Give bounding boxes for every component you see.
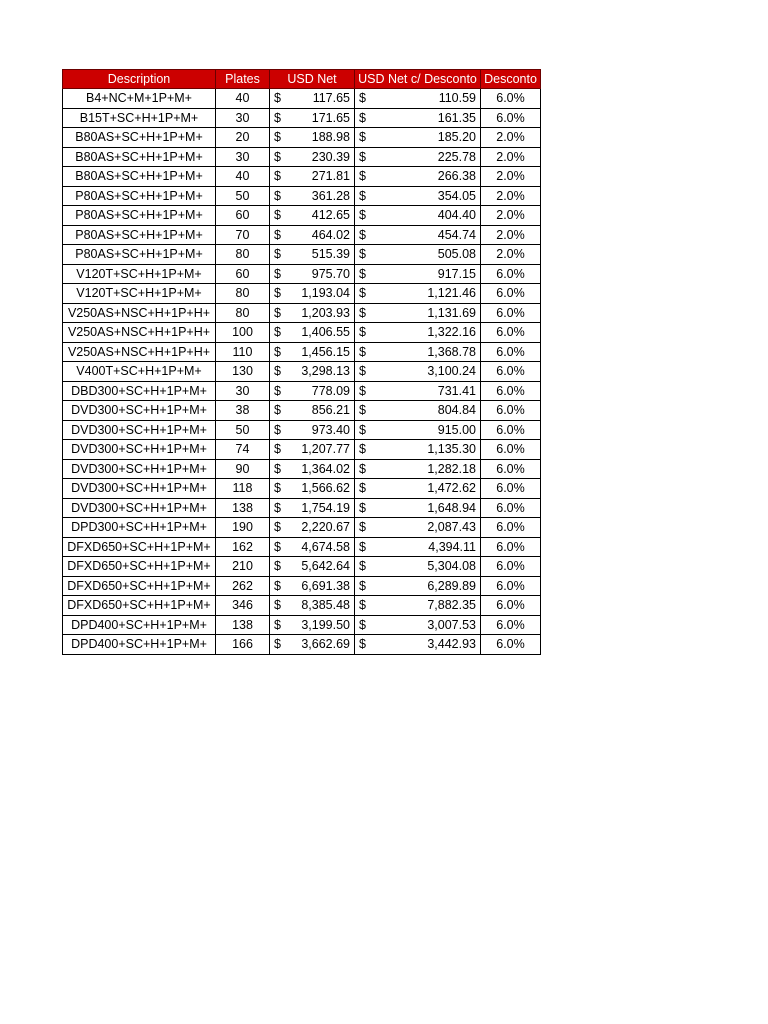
amount: 412.65 bbox=[311, 208, 350, 223]
cell-description: V120T+SC+H+1P+M+ bbox=[63, 264, 216, 284]
cell-description: DFXD650+SC+H+1P+M+ bbox=[63, 576, 216, 596]
cell-usd-net bbox=[270, 128, 355, 148]
cell-usd-net bbox=[270, 557, 355, 577]
cell-desconto: 2.0% bbox=[481, 225, 541, 245]
cell-usd-net bbox=[270, 342, 355, 362]
amount: 1,135.30 bbox=[427, 442, 476, 457]
cell-description: DPD400+SC+H+1P+M+ bbox=[63, 615, 216, 635]
currency-symbol: $ bbox=[274, 91, 281, 106]
currency-symbol: $ bbox=[359, 169, 366, 184]
table-body bbox=[63, 89, 541, 655]
amount: 3,442.93 bbox=[427, 637, 476, 652]
cell-usd-net-desconto bbox=[355, 557, 481, 577]
currency-symbol: $ bbox=[359, 422, 366, 437]
amount: 3,298.13 bbox=[301, 364, 350, 379]
currency-symbol: $ bbox=[359, 110, 366, 125]
cell-usd-net-desconto bbox=[355, 498, 481, 518]
table-row bbox=[63, 245, 541, 265]
cell-usd-net bbox=[270, 635, 355, 655]
amount: 1,364.02 bbox=[301, 461, 350, 476]
cell-usd-net-desconto bbox=[355, 147, 481, 167]
table-row bbox=[63, 128, 541, 148]
cell-description: B80AS+SC+H+1P+M+ bbox=[63, 128, 216, 148]
cell-usd-net-desconto bbox=[355, 303, 481, 323]
cell-usd-net bbox=[270, 440, 355, 460]
amount: 778.09 bbox=[311, 383, 350, 398]
currency-symbol: $ bbox=[359, 403, 366, 418]
cell-plates: 30 bbox=[216, 147, 270, 167]
currency-symbol: $ bbox=[274, 598, 281, 613]
cell-description: DPD400+SC+H+1P+M+ bbox=[63, 635, 216, 655]
cell-plates: 40 bbox=[216, 167, 270, 187]
cell-usd-net bbox=[270, 381, 355, 401]
currency-symbol: $ bbox=[274, 149, 281, 164]
cell-usd-net-desconto bbox=[355, 264, 481, 284]
cell-usd-net-desconto bbox=[355, 479, 481, 499]
cell-description: DFXD650+SC+H+1P+M+ bbox=[63, 557, 216, 577]
cell-usd-net-desconto bbox=[355, 615, 481, 635]
currency-symbol: $ bbox=[359, 364, 366, 379]
cell-desconto: 2.0% bbox=[481, 206, 541, 226]
cell-desconto: 6.0% bbox=[481, 479, 541, 499]
currency-symbol: $ bbox=[274, 539, 281, 554]
cell-usd-net-desconto bbox=[355, 440, 481, 460]
amount: 1,282.18 bbox=[427, 461, 476, 476]
cell-plates: 130 bbox=[216, 362, 270, 382]
amount: 5,642.64 bbox=[301, 559, 350, 574]
cell-plates: 80 bbox=[216, 245, 270, 265]
cell-desconto: 2.0% bbox=[481, 167, 541, 187]
amount: 361.28 bbox=[311, 188, 350, 203]
amount: 161.35 bbox=[437, 110, 476, 125]
cell-description: DVD300+SC+H+1P+M+ bbox=[63, 440, 216, 460]
amount: 1,131.69 bbox=[427, 305, 476, 320]
header-plates: Plates bbox=[216, 70, 270, 89]
currency-symbol: $ bbox=[359, 578, 366, 593]
currency-symbol: $ bbox=[274, 364, 281, 379]
amount: 973.40 bbox=[311, 422, 350, 437]
cell-usd-net-desconto bbox=[355, 108, 481, 128]
cell-usd-net-desconto bbox=[355, 186, 481, 206]
cell-usd-net bbox=[270, 206, 355, 226]
amount: 975.70 bbox=[311, 266, 350, 281]
table-row bbox=[63, 264, 541, 284]
cell-description: B15T+SC+H+1P+M+ bbox=[63, 108, 216, 128]
cell-usd-net-desconto bbox=[355, 323, 481, 343]
cell-usd-net-desconto bbox=[355, 362, 481, 382]
currency-symbol: $ bbox=[359, 208, 366, 223]
currency-symbol: $ bbox=[274, 188, 281, 203]
cell-usd-net bbox=[270, 420, 355, 440]
currency-symbol: $ bbox=[359, 481, 366, 496]
cell-plates: 90 bbox=[216, 459, 270, 479]
cell-desconto: 6.0% bbox=[481, 342, 541, 362]
cell-usd-net bbox=[270, 596, 355, 616]
table-row bbox=[63, 635, 541, 655]
amount: 1,121.46 bbox=[427, 286, 476, 301]
cell-description: DFXD650+SC+H+1P+M+ bbox=[63, 596, 216, 616]
cell-plates: 138 bbox=[216, 498, 270, 518]
price-table bbox=[62, 69, 541, 655]
cell-usd-net bbox=[270, 284, 355, 304]
cell-usd-net-desconto bbox=[355, 225, 481, 245]
table-row bbox=[63, 401, 541, 421]
amount: 1,193.04 bbox=[301, 286, 350, 301]
currency-symbol: $ bbox=[359, 188, 366, 203]
cell-description: P80AS+SC+H+1P+M+ bbox=[63, 225, 216, 245]
cell-plates: 30 bbox=[216, 381, 270, 401]
table-row bbox=[63, 479, 541, 499]
amount: 171.65 bbox=[311, 110, 350, 125]
currency-symbol: $ bbox=[274, 637, 281, 652]
amount: 1,322.16 bbox=[427, 325, 476, 340]
cell-usd-net-desconto bbox=[355, 576, 481, 596]
currency-symbol: $ bbox=[359, 539, 366, 554]
amount: 2,220.67 bbox=[301, 520, 350, 535]
cell-desconto: 6.0% bbox=[481, 264, 541, 284]
cell-usd-net bbox=[270, 537, 355, 557]
cell-usd-net bbox=[270, 108, 355, 128]
cell-usd-net-desconto bbox=[355, 206, 481, 226]
currency-symbol: $ bbox=[274, 422, 281, 437]
table-row bbox=[63, 108, 541, 128]
cell-description: DVD300+SC+H+1P+M+ bbox=[63, 498, 216, 518]
amount: 856.21 bbox=[311, 403, 350, 418]
amount: 266.38 bbox=[437, 169, 476, 184]
currency-symbol: $ bbox=[359, 247, 366, 262]
table-row bbox=[63, 362, 541, 382]
cell-plates: 60 bbox=[216, 206, 270, 226]
currency-symbol: $ bbox=[274, 344, 281, 359]
amount: 3,100.24 bbox=[427, 364, 476, 379]
cell-plates: 118 bbox=[216, 479, 270, 499]
amount: 6,289.89 bbox=[427, 578, 476, 593]
cell-usd-net-desconto bbox=[355, 89, 481, 109]
header-desconto: Desconto bbox=[481, 70, 541, 89]
cell-usd-net-desconto bbox=[355, 459, 481, 479]
amount: 1,203.93 bbox=[301, 305, 350, 320]
cell-desconto: 6.0% bbox=[481, 576, 541, 596]
cell-description: V250AS+NSC+H+1P+H+ bbox=[63, 323, 216, 343]
cell-desconto: 6.0% bbox=[481, 557, 541, 577]
amount: 3,007.53 bbox=[427, 617, 476, 632]
amount: 185.20 bbox=[437, 130, 476, 145]
amount: 1,368.78 bbox=[427, 344, 476, 359]
table-row bbox=[63, 576, 541, 596]
currency-symbol: $ bbox=[359, 130, 366, 145]
currency-symbol: $ bbox=[274, 481, 281, 496]
cell-plates: 50 bbox=[216, 420, 270, 440]
currency-symbol: $ bbox=[359, 266, 366, 281]
currency-symbol: $ bbox=[274, 403, 281, 418]
cell-plates: 166 bbox=[216, 635, 270, 655]
cell-desconto: 6.0% bbox=[481, 381, 541, 401]
amount: 1,406.55 bbox=[301, 325, 350, 340]
cell-plates: 110 bbox=[216, 342, 270, 362]
currency-symbol: $ bbox=[274, 559, 281, 574]
cell-desconto: 6.0% bbox=[481, 596, 541, 616]
cell-description: DVD300+SC+H+1P+M+ bbox=[63, 459, 216, 479]
cell-desconto: 6.0% bbox=[481, 518, 541, 538]
table-row bbox=[63, 459, 541, 479]
cell-usd-net-desconto bbox=[355, 342, 481, 362]
cell-desconto: 6.0% bbox=[481, 498, 541, 518]
currency-symbol: $ bbox=[359, 637, 366, 652]
table-row bbox=[63, 537, 541, 557]
currency-symbol: $ bbox=[274, 461, 281, 476]
currency-symbol: $ bbox=[359, 227, 366, 242]
currency-symbol: $ bbox=[274, 520, 281, 535]
currency-symbol: $ bbox=[274, 383, 281, 398]
amount: 505.08 bbox=[437, 247, 476, 262]
cell-description: V400T+SC+H+1P+M+ bbox=[63, 362, 216, 382]
amount: 4,394.11 bbox=[428, 539, 476, 554]
cell-usd-net bbox=[270, 498, 355, 518]
cell-usd-net-desconto bbox=[355, 401, 481, 421]
table-row bbox=[63, 342, 541, 362]
cell-usd-net-desconto bbox=[355, 167, 481, 187]
cell-usd-net-desconto bbox=[355, 128, 481, 148]
currency-symbol: $ bbox=[359, 559, 366, 574]
cell-plates: 262 bbox=[216, 576, 270, 596]
amount: 271.81 bbox=[311, 169, 350, 184]
cell-description: DVD300+SC+H+1P+M+ bbox=[63, 401, 216, 421]
cell-description: P80AS+SC+H+1P+M+ bbox=[63, 206, 216, 226]
currency-symbol: $ bbox=[274, 227, 281, 242]
cell-desconto: 6.0% bbox=[481, 89, 541, 109]
cell-description: DVD300+SC+H+1P+M+ bbox=[63, 420, 216, 440]
currency-symbol: $ bbox=[359, 500, 366, 515]
cell-plates: 38 bbox=[216, 401, 270, 421]
table-row bbox=[63, 167, 541, 187]
cell-usd-net bbox=[270, 186, 355, 206]
cell-desconto: 6.0% bbox=[481, 303, 541, 323]
cell-desconto: 6.0% bbox=[481, 401, 541, 421]
cell-plates: 20 bbox=[216, 128, 270, 148]
currency-symbol: $ bbox=[274, 208, 281, 223]
currency-symbol: $ bbox=[359, 383, 366, 398]
table-row bbox=[63, 596, 541, 616]
cell-description: DBD300+SC+H+1P+M+ bbox=[63, 381, 216, 401]
cell-desconto: 6.0% bbox=[481, 108, 541, 128]
cell-plates: 210 bbox=[216, 557, 270, 577]
header-row bbox=[63, 70, 541, 89]
currency-symbol: $ bbox=[274, 110, 281, 125]
amount: 3,199.50 bbox=[301, 617, 350, 632]
table-row bbox=[63, 498, 541, 518]
cell-usd-net bbox=[270, 245, 355, 265]
cell-plates: 40 bbox=[216, 89, 270, 109]
cell-plates: 30 bbox=[216, 108, 270, 128]
cell-usd-net-desconto bbox=[355, 518, 481, 538]
currency-symbol: $ bbox=[359, 598, 366, 613]
currency-symbol: $ bbox=[274, 169, 281, 184]
cell-plates: 74 bbox=[216, 440, 270, 460]
amount: 5,304.08 bbox=[427, 559, 476, 574]
cell-description: DVD300+SC+H+1P+M+ bbox=[63, 479, 216, 499]
amount: 230.39 bbox=[311, 149, 350, 164]
table-row bbox=[63, 147, 541, 167]
currency-symbol: $ bbox=[359, 91, 366, 106]
cell-usd-net-desconto bbox=[355, 245, 481, 265]
cell-desconto: 2.0% bbox=[481, 186, 541, 206]
table-row bbox=[63, 303, 541, 323]
currency-symbol: $ bbox=[274, 286, 281, 301]
cell-desconto: 6.0% bbox=[481, 615, 541, 635]
cell-usd-net-desconto bbox=[355, 596, 481, 616]
table-row bbox=[63, 323, 541, 343]
table-row bbox=[63, 518, 541, 538]
amount: 1,648.94 bbox=[427, 500, 476, 515]
currency-symbol: $ bbox=[274, 247, 281, 262]
table-row bbox=[63, 420, 541, 440]
cell-usd-net-desconto bbox=[355, 420, 481, 440]
amount: 917.15 bbox=[437, 266, 476, 281]
cell-plates: 162 bbox=[216, 537, 270, 557]
header-description: Description bbox=[63, 70, 216, 89]
cell-usd-net bbox=[270, 459, 355, 479]
table-row bbox=[63, 284, 541, 304]
currency-symbol: $ bbox=[359, 442, 366, 457]
amount: 515.39 bbox=[311, 247, 350, 262]
amount: 1,754.19 bbox=[301, 500, 350, 515]
cell-usd-net bbox=[270, 147, 355, 167]
amount: 804.84 bbox=[437, 403, 476, 418]
currency-symbol: $ bbox=[359, 325, 366, 340]
amount: 2,087.43 bbox=[427, 520, 476, 535]
cell-description: B4+NC+M+1P+M+ bbox=[63, 89, 216, 109]
cell-description: DPD300+SC+H+1P+M+ bbox=[63, 518, 216, 538]
cell-desconto: 6.0% bbox=[481, 284, 541, 304]
currency-symbol: $ bbox=[274, 266, 281, 281]
amount: 3,662.69 bbox=[301, 637, 350, 652]
amount: 354.05 bbox=[437, 188, 476, 203]
cell-desconto: 6.0% bbox=[481, 420, 541, 440]
amount: 6,691.38 bbox=[301, 578, 350, 593]
amount: 404.40 bbox=[437, 208, 476, 223]
currency-symbol: $ bbox=[359, 617, 366, 632]
amount: 4,674.58 bbox=[301, 539, 350, 554]
cell-usd-net bbox=[270, 225, 355, 245]
cell-usd-net-desconto bbox=[355, 635, 481, 655]
cell-usd-net bbox=[270, 362, 355, 382]
amount: 454.74 bbox=[437, 227, 476, 242]
amount: 1,207.77 bbox=[301, 442, 350, 457]
cell-usd-net-desconto bbox=[355, 284, 481, 304]
amount: 1,472.62 bbox=[427, 481, 476, 496]
cell-usd-net-desconto bbox=[355, 537, 481, 557]
cell-usd-net bbox=[270, 479, 355, 499]
amount: 731.41 bbox=[437, 383, 476, 398]
amount: 464.02 bbox=[311, 227, 350, 242]
cell-plates: 70 bbox=[216, 225, 270, 245]
currency-symbol: $ bbox=[359, 520, 366, 535]
cell-usd-net bbox=[270, 264, 355, 284]
cell-plates: 80 bbox=[216, 303, 270, 323]
cell-desconto: 2.0% bbox=[481, 147, 541, 167]
currency-symbol: $ bbox=[274, 325, 281, 340]
cell-usd-net bbox=[270, 89, 355, 109]
cell-plates: 80 bbox=[216, 284, 270, 304]
cell-plates: 346 bbox=[216, 596, 270, 616]
cell-plates: 100 bbox=[216, 323, 270, 343]
cell-desconto: 2.0% bbox=[481, 245, 541, 265]
currency-symbol: $ bbox=[274, 500, 281, 515]
currency-symbol: $ bbox=[274, 305, 281, 320]
cell-usd-net bbox=[270, 167, 355, 187]
table-row bbox=[63, 206, 541, 226]
cell-description: V250AS+NSC+H+1P+H+ bbox=[63, 303, 216, 323]
currency-symbol: $ bbox=[274, 578, 281, 593]
amount: 8,385.48 bbox=[301, 598, 350, 613]
currency-symbol: $ bbox=[359, 461, 366, 476]
cell-desconto: 6.0% bbox=[481, 537, 541, 557]
currency-symbol: $ bbox=[359, 149, 366, 164]
cell-description: V250AS+NSC+H+1P+H+ bbox=[63, 342, 216, 362]
cell-plates: 60 bbox=[216, 264, 270, 284]
cell-description: P80AS+SC+H+1P+M+ bbox=[63, 245, 216, 265]
cell-plates: 50 bbox=[216, 186, 270, 206]
cell-usd-net-desconto bbox=[355, 381, 481, 401]
cell-usd-net bbox=[270, 518, 355, 538]
table-row bbox=[63, 615, 541, 635]
amount: 225.78 bbox=[437, 149, 476, 164]
table-row bbox=[63, 557, 541, 577]
cell-usd-net bbox=[270, 401, 355, 421]
cell-description: V120T+SC+H+1P+M+ bbox=[63, 284, 216, 304]
cell-description: B80AS+SC+H+1P+M+ bbox=[63, 167, 216, 187]
currency-symbol: $ bbox=[274, 130, 281, 145]
cell-desconto: 2.0% bbox=[481, 128, 541, 148]
cell-usd-net bbox=[270, 323, 355, 343]
amount: 1,456.15 bbox=[301, 344, 350, 359]
currency-symbol: $ bbox=[359, 344, 366, 359]
amount: 1,566.62 bbox=[301, 481, 350, 496]
amount: 188.98 bbox=[311, 130, 350, 145]
cell-desconto: 6.0% bbox=[481, 440, 541, 460]
currency-symbol: $ bbox=[359, 286, 366, 301]
cell-plates: 190 bbox=[216, 518, 270, 538]
cell-desconto: 6.0% bbox=[481, 635, 541, 655]
currency-symbol: $ bbox=[359, 305, 366, 320]
header-usd-net: USD Net bbox=[270, 70, 355, 89]
amount: 7,882.35 bbox=[427, 598, 476, 613]
amount: 110.59 bbox=[438, 91, 476, 106]
cell-desconto: 6.0% bbox=[481, 459, 541, 479]
cell-description: B80AS+SC+H+1P+M+ bbox=[63, 147, 216, 167]
amount: 915.00 bbox=[437, 422, 476, 437]
table-row bbox=[63, 381, 541, 401]
cell-description: DFXD650+SC+H+1P+M+ bbox=[63, 537, 216, 557]
cell-usd-net bbox=[270, 615, 355, 635]
currency-symbol: $ bbox=[274, 442, 281, 457]
table-row bbox=[63, 186, 541, 206]
currency-symbol: $ bbox=[274, 617, 281, 632]
table-row bbox=[63, 225, 541, 245]
table-row bbox=[63, 440, 541, 460]
table-row bbox=[63, 89, 541, 109]
cell-usd-net bbox=[270, 576, 355, 596]
cell-desconto: 6.0% bbox=[481, 362, 541, 382]
amount: 117.65 bbox=[312, 91, 350, 106]
cell-plates: 138 bbox=[216, 615, 270, 635]
cell-desconto: 6.0% bbox=[481, 323, 541, 343]
cell-usd-net bbox=[270, 303, 355, 323]
header-usd-net-desconto: USD Net c/ Desconto bbox=[355, 70, 481, 89]
cell-description: P80AS+SC+H+1P+M+ bbox=[63, 186, 216, 206]
